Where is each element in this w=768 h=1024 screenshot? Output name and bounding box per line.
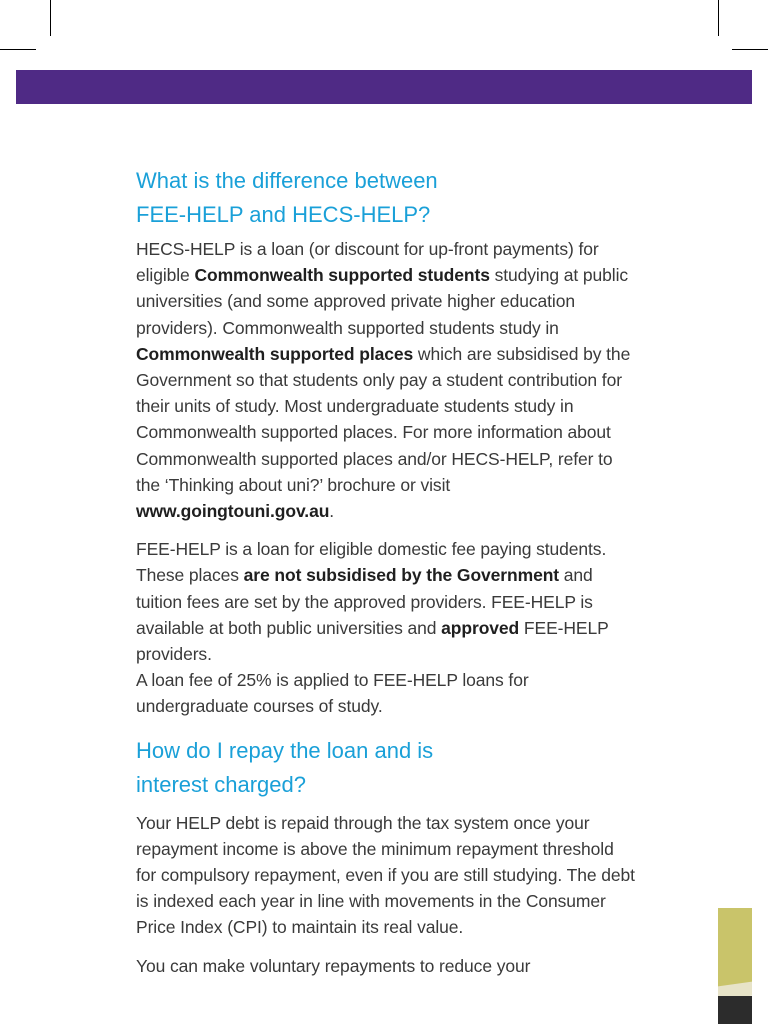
- photo-edge-image: [718, 908, 752, 1024]
- main-content: [136, 164, 636, 979]
- text-run: FEE-HELP is a loan for eligible domestic fee paying students. These places: [136, 539, 607, 586]
- heading-line: FEE-HELP and HECS-HELP?: [136, 202, 431, 227]
- text-run: HECS-HELP is a loan (or discount for up-front payments) for eligible: [136, 239, 599, 286]
- text-run: A loan fee of 25% is applied to FEE-HELP loans for undergraduate courses of study.: [136, 670, 529, 717]
- heading-line: What is the difference between: [136, 168, 438, 193]
- paragraph-hecs-help: [136, 236, 636, 524]
- bold-text: are not subsidised by the Government: [243, 565, 560, 586]
- paragraph-fee-help: [136, 536, 636, 719]
- text-run: studying at public universities (and some approved private higher education providers). Commonwealth supported students study in: [136, 265, 629, 338]
- text-run: FEE-HELP providers.: [136, 617, 609, 665]
- heading-line: How do I repay the loan and is: [136, 737, 434, 763]
- website-link[interactable]: www.goingtouni.gov.au: [136, 501, 330, 522]
- bold-text: Commonwealth supported places: [136, 343, 414, 364]
- crop-mark-top-right-horizontal: [732, 49, 768, 50]
- crop-mark-top-left-horizontal: [0, 49, 36, 50]
- heading-line: interest charged?: [136, 771, 306, 797]
- header-band: [16, 70, 752, 104]
- text-run: and tuition fees are set by the approved providers. FEE-HELP is available at both public universities and: [136, 565, 593, 638]
- bold-text: Commonwealth supported students: [194, 265, 490, 286]
- paragraph-repayment: Your HELP debt is repaid through the tax system once your repayment income is above the minimum repayment threshold for compulsory repayment, even if you are still studying. The debt is indexed each year in line with movements in the Consumer Price Index (CPI) to maintain its real value.: [136, 812, 635, 938]
- photo-dark-block: [718, 996, 752, 1024]
- bold-text: approved: [441, 617, 520, 638]
- photo-olive-block: [718, 908, 752, 988]
- paragraph-voluntary-repayment: You can make voluntary repayments to reduce your: [136, 955, 531, 976]
- section-heading-difference: [136, 164, 636, 232]
- section-heading-repay: [136, 734, 636, 802]
- text-run: which are subsidised by the Government so that students only pay a student contribution for their units of study. Most undergraduate students study in Commonwealth supported places. For more information about Commonwealth supported places and/or HECS-HELP, refer to the ‘Thinking about uni?’ brochure or visit: [136, 343, 631, 495]
- crop-mark-top-left-vertical: [50, 0, 51, 36]
- crop-mark-top-right-vertical: [718, 0, 719, 36]
- text-run: .: [329, 501, 335, 522]
